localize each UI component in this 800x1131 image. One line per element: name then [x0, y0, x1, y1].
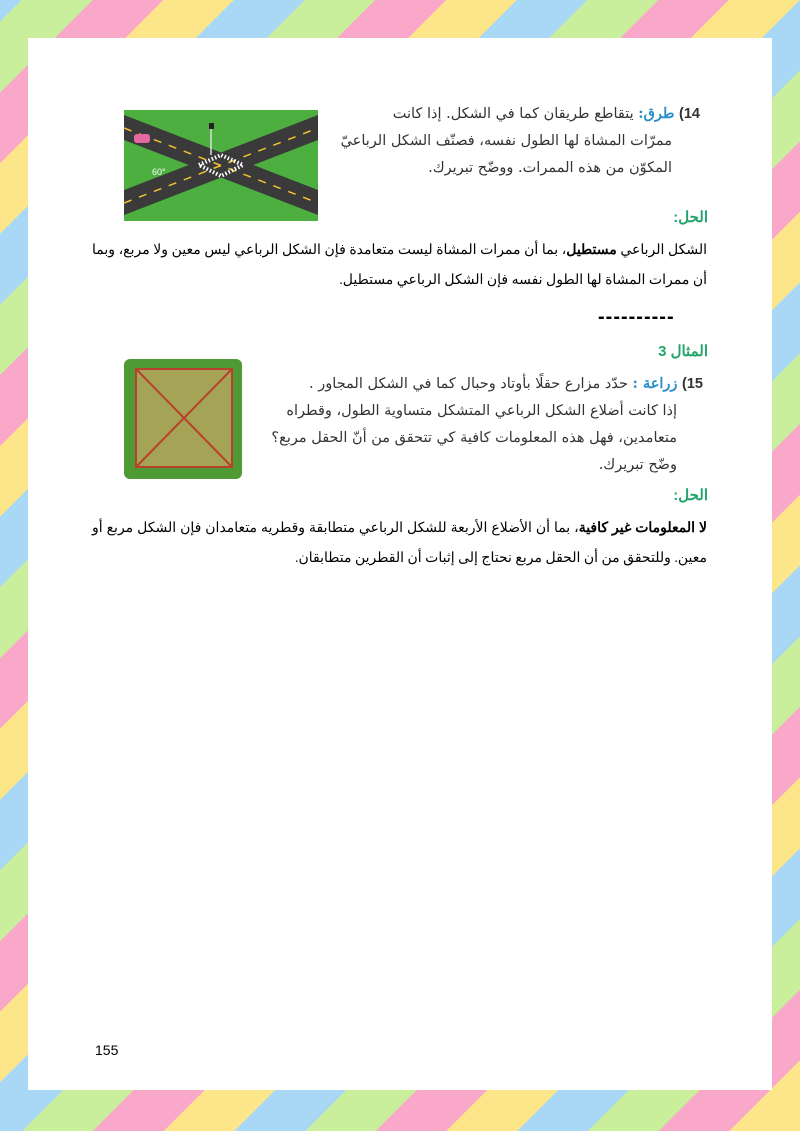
question-line: وضّح تبريرك. — [598, 457, 677, 473]
answer-bold: لا المعلومات غير كافية — [578, 521, 707, 536]
example-label: المثال 3 — [658, 343, 708, 360]
answer-15 — [92, 514, 707, 574]
question-number: 14) — [679, 106, 700, 122]
question-line: متعامدين، فهل هذه المعلومات كافية كي تتحقق من أنّ الحقل مربع؟ — [271, 430, 677, 446]
question-line: حدّد مزارع حقلًا بأوتاد وحبال كما في الشكل المجاور . — [309, 376, 628, 392]
answer-14 — [92, 236, 707, 296]
question-topic: زراعة : — [632, 375, 678, 392]
question-15 — [268, 370, 703, 479]
answer-text: الشكل الرباعي — [616, 243, 707, 258]
answer-text: ، بما أن ممرات المشاة ليست متعامدة فإن الشكل الرباعي ليس معين ولا مربع، وبما أن ممرات المشاة لها الطول نفسه فإن الشكل الرباعي مستطيل. — [92, 243, 707, 288]
question-line: المكوّن من هذه الممرات. ووضّح تبريرك. — [428, 160, 672, 176]
question-number: 15) — [682, 376, 703, 392]
question-line: ممرّات المشاة لها الطول نفسه، فصنّف الشكل الرباعيّ — [340, 133, 672, 149]
page-number: 155 — [95, 1042, 119, 1058]
question-line: يتقاطع طريقان كما في الشكل. إذا كانت — [392, 106, 634, 122]
question-14 — [330, 100, 700, 182]
solution-label: الحل: — [673, 487, 708, 504]
solution-label: الحل: — [673, 209, 708, 226]
separator: ---------- — [598, 306, 675, 328]
field-figure — [120, 355, 246, 483]
road-intersection-figure — [124, 110, 318, 221]
question-line: إذا كانت أضلاع الشكل الرباعي المتشكل متساوية الطول، وقطراه — [286, 403, 677, 419]
angle-label: 60° — [152, 167, 166, 177]
question-topic: طرق: — [638, 105, 675, 122]
answer-bold: مستطيل — [566, 243, 617, 258]
answer-text: ، بما أن الأضلاع الأربعة للشكل الرباعي متطابقة وقطريه متعامدان فإن الشكل مربع أو معين. وللتحقق من أن الحقل مربع نحتاج إلى إثبات أن القطرين متطابقان. — [92, 521, 707, 566]
